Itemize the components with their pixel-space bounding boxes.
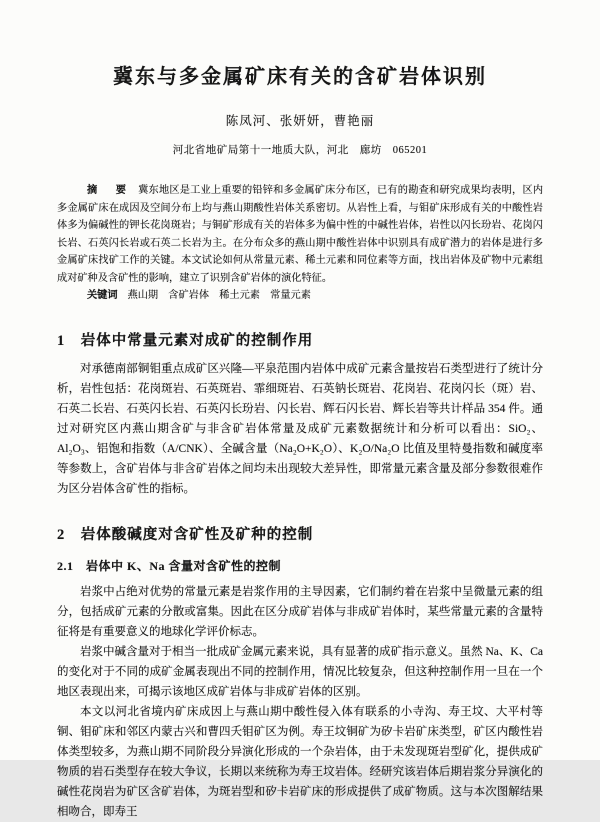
keywords-label: 关键词 — [87, 290, 118, 301]
section-1-paragraph: 对承德南部铜钼重点成矿区兴隆—平泉范围内岩体中成矿元素含量按岩石类型进行了统计分析，岩性包括：花岗斑岩、石英斑岩、霏细斑岩、石英钠长斑岩、花岗岩、花岗闪长（斑）岩、石英二长岩、石英闪长岩、石英闪长玢岩、闪长岩、辉石闪长岩、辉长岩等共计样品 354 件。通过对研究区内燕山期含矿与非含矿岩体常量及成矿元素数据统计和分析可以看出：SiO₂、Al₂O₃、铝饱和指数（A/CNK）、全碱含量（Na₂O+K₂O）、K₂O/Na₂O 比值及里特曼指数和碱度率等参数上，含矿岩体与非含矿岩体之间均未出现较大差异性，即常量元素含量及部分参数很难作为区分岩体含矿性的指标。 — [57, 362, 543, 495]
section-2-1-paragraph-1: 岩浆中占绝对优势的常量元素是岩浆作用的主导因素，它们制约着在岩浆中呈微量元素的组分，包括成矿元素的分散或富集。因此在区分成矿岩体与非成矿岩体时，某些常量元素的含量特征将是有重要意义的地球化学评价标志。 — [57, 585, 543, 638]
keywords-line — [57, 287, 543, 305]
section-1-heading: 1 岩体中常量元素对成矿的控制作用 — [57, 332, 314, 349]
keywords-text: 燕山期 含矿岩体 稀土元素 常量元素 — [127, 290, 311, 301]
paper-title: 冀东与多金属矿床有关的含矿岩体识别 — [113, 66, 487, 88]
section-2-heading: 2 岩体酸碱度对含矿性及矿种的控制 — [57, 526, 314, 543]
authors-line: 陈凤河、张妍妍，曹艳丽 — [225, 114, 375, 128]
section-2-1-heading: 2.1 岩体中 K、Na 含量对含矿性的控制 — [57, 558, 282, 573]
section-2-1-paragraph-2: 岩浆中碱含量对于相当一批成矿金属元素来说，具有显著的成矿指示意义。虽然 Na、K、Ca 的变化对于不同的成矿金属表现出不同的控制作用，情况比较复杂，但这种控制作用一旦在一个地区表现出来，可揭示该地区成矿岩体与非成矿岩体的区别。 — [57, 645, 543, 698]
abstract-paragraph — [57, 182, 543, 287]
section-2-1-paragraph-3: 本文以河北省境内矿床成因上与燕山期中酸性侵入体有联系的小寺沟、寿王坟、大平村等铜、钼矿床和邻区内蒙古兴和曹四夭钼矿区为例。寿王坟铜矿为矽卡岩矿床类型，矿区内酸性岩体类型较多，为燕山期不同阶段分异演化形成的一个杂岩体，由于未发现斑岩型矿化，提供成矿物质的岩石类型存在较大争议，长期以来统称为寿王坟岩体。经研究该岩体后期岩浆分异演化的碱性花岗岩为矿区含矿岩体，为斑岩型和矽卡岩矿床的形成提供了成矿物质。这与本次图解结果相吻合，即寿王 — [57, 705, 543, 818]
abstract-text: 冀东地区是工业上重要的铅锌和多金属矿床分布区，已有的勘查和研究成果均表明，区内多金属矿床在成因及空间分布上均与燕山期酸性岩体关系密切。从岩性上看，与钼矿床形成有关的中酸性岩体多为偏碱性的钾长花岗斑岩；与铜矿形成有关的岩体多为偏中性的中碱性岩体，岩性以闪长玢岩、花岗闪长岩、石英闪长岩或石英二长岩为主。在分布众多的燕山期中酸性岩体中识别具有成矿潜力的岩体是进行多金属矿床找矿工作的关键。本文试论如何从常量元素、稀土元素和同位素等方面，找出岩体及矿物中元素组成对矿种及含矿性的影响，建立了识别含矿岩体的演化特征。 — [57, 185, 544, 284]
affiliation-line: 河北省地矿局第十一地质大队，河北 廊坊 065201 — [172, 145, 428, 156]
abstract-label: 摘 要 — [87, 185, 131, 196]
